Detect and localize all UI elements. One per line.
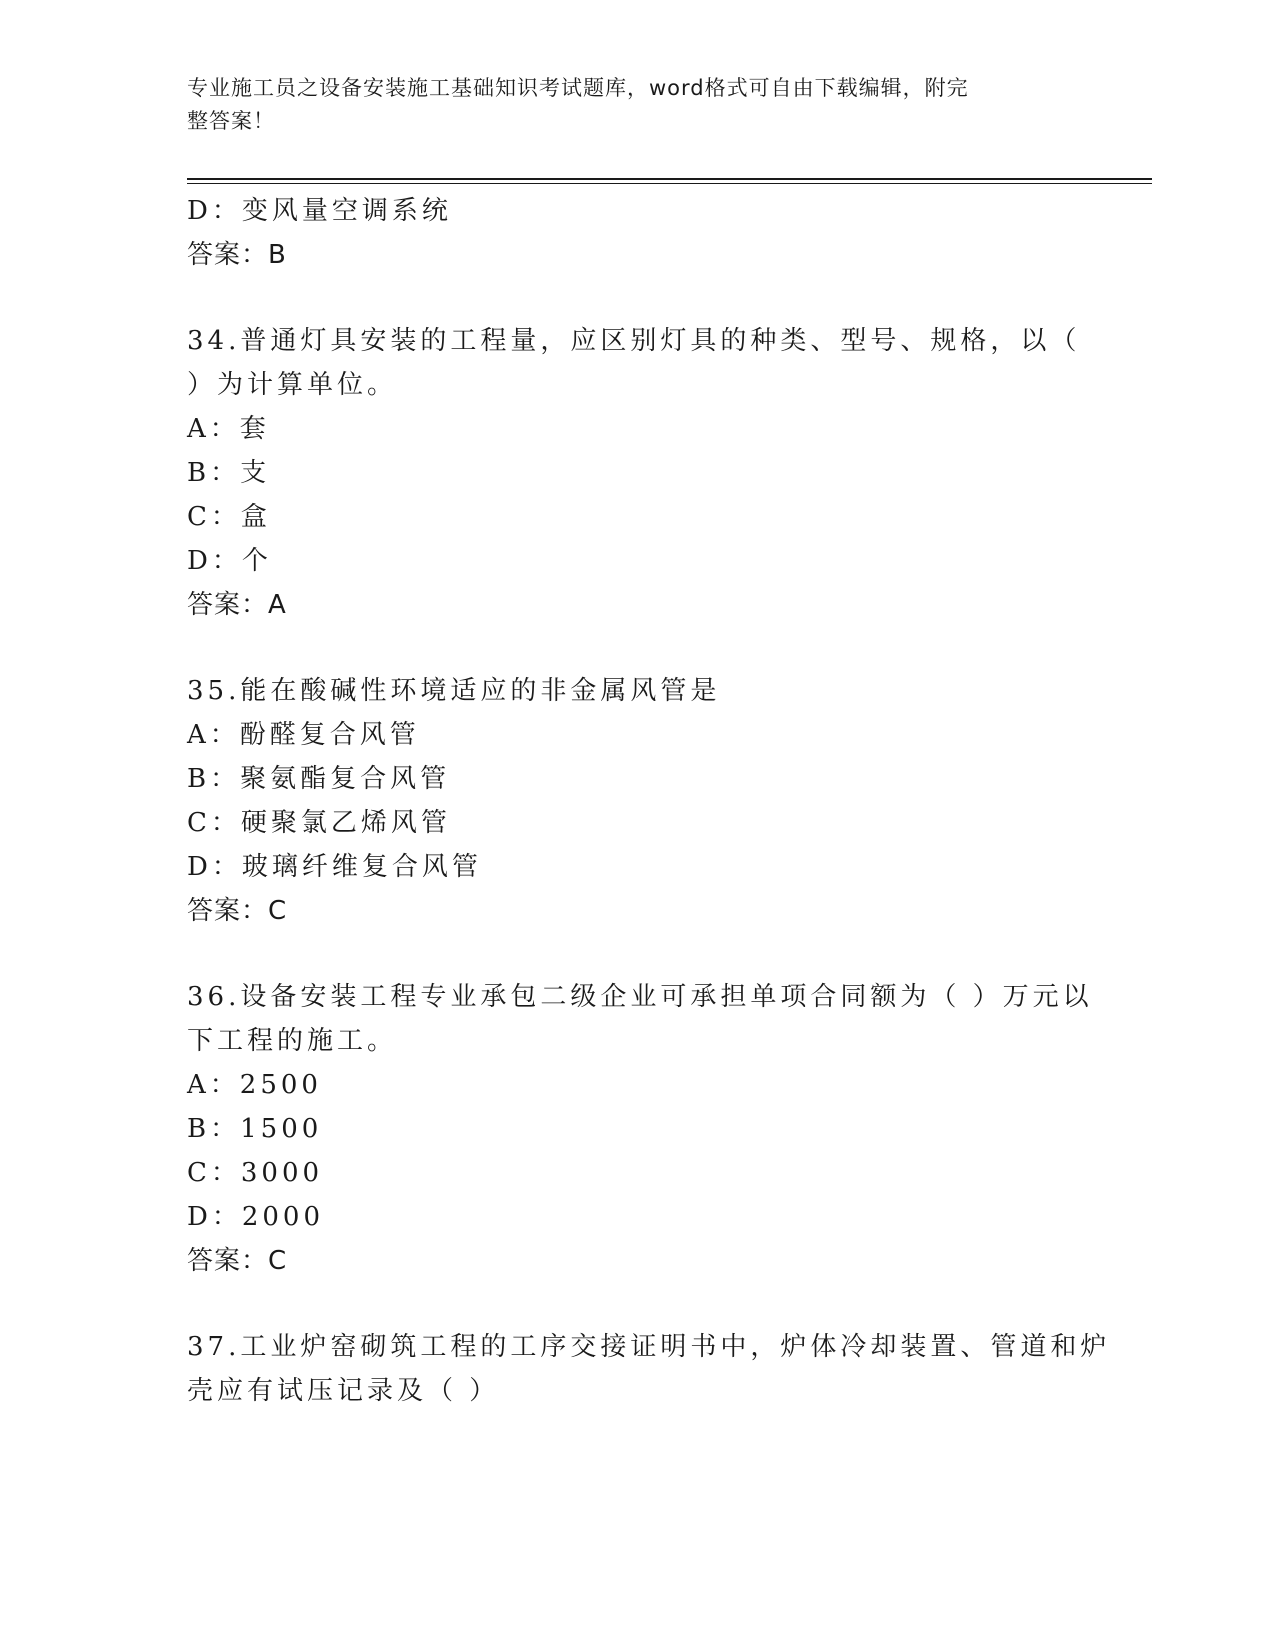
- question-34-stem-line-1: 34.普通灯具安装的工程量，应区别灯具的种类、型号、规格，以（: [187, 326, 1081, 356]
- question-34-option-c: C：盒: [187, 502, 271, 532]
- question-34-option-d: D：个: [187, 546, 272, 576]
- option-d: D：变风量空调系统: [187, 196, 452, 226]
- question-34-answer: 答案：A: [187, 590, 287, 620]
- page-header: [187, 72, 1067, 138]
- question-36-option-a: A：2500: [187, 1070, 322, 1100]
- header-line-2: 整答案！: [187, 109, 275, 133]
- question-36-answer: 答案：C: [187, 1246, 288, 1276]
- question-34-stem-line-2: ）为计算单位。: [187, 370, 398, 400]
- question-36-option-b: B：1500: [187, 1114, 323, 1144]
- header-line-1: 专业施工员之设备安装施工基础知识考试题库，word格式可自由下载编辑，附完: [187, 76, 969, 100]
- question-35-answer: 答案：C: [187, 896, 288, 926]
- question-36-option-c: C：3000: [187, 1158, 324, 1188]
- question-37-stem-line-1: 37.工业炉窑砌筑工程的工序交接证明书中，炉体冷却装置、管道和炉: [187, 1332, 1111, 1362]
- question-37-stem-line-2: 壳应有试压记录及（ ）: [187, 1376, 500, 1406]
- question-35-option-c: C：硬聚氯乙烯风管: [187, 808, 451, 838]
- question-34-option-b: B：支: [187, 458, 271, 488]
- question-36-stem-line-1: 36.设备安装工程专业承包二级企业可承担单项合同额为（ ）万元以: [187, 982, 1093, 1012]
- question-34-option-a: A：套: [187, 414, 270, 444]
- question-36-option-d: D：2000: [187, 1202, 325, 1232]
- question-35-stem-line-1: 35.能在酸碱性环境适应的非金属风管是: [187, 676, 721, 706]
- answer: 答案：B: [187, 240, 287, 270]
- question-35-option-a: A：酚醛复合风管: [187, 720, 420, 750]
- header-divider-thin: [187, 183, 1152, 184]
- question-35-option-d: D：玻璃纤维复合风管: [187, 852, 482, 882]
- header-divider-thick: [187, 178, 1152, 180]
- question-35-option-b: B：聚氨酯复合风管: [187, 764, 451, 794]
- question-36-stem-line-2: 下工程的施工。: [187, 1026, 398, 1056]
